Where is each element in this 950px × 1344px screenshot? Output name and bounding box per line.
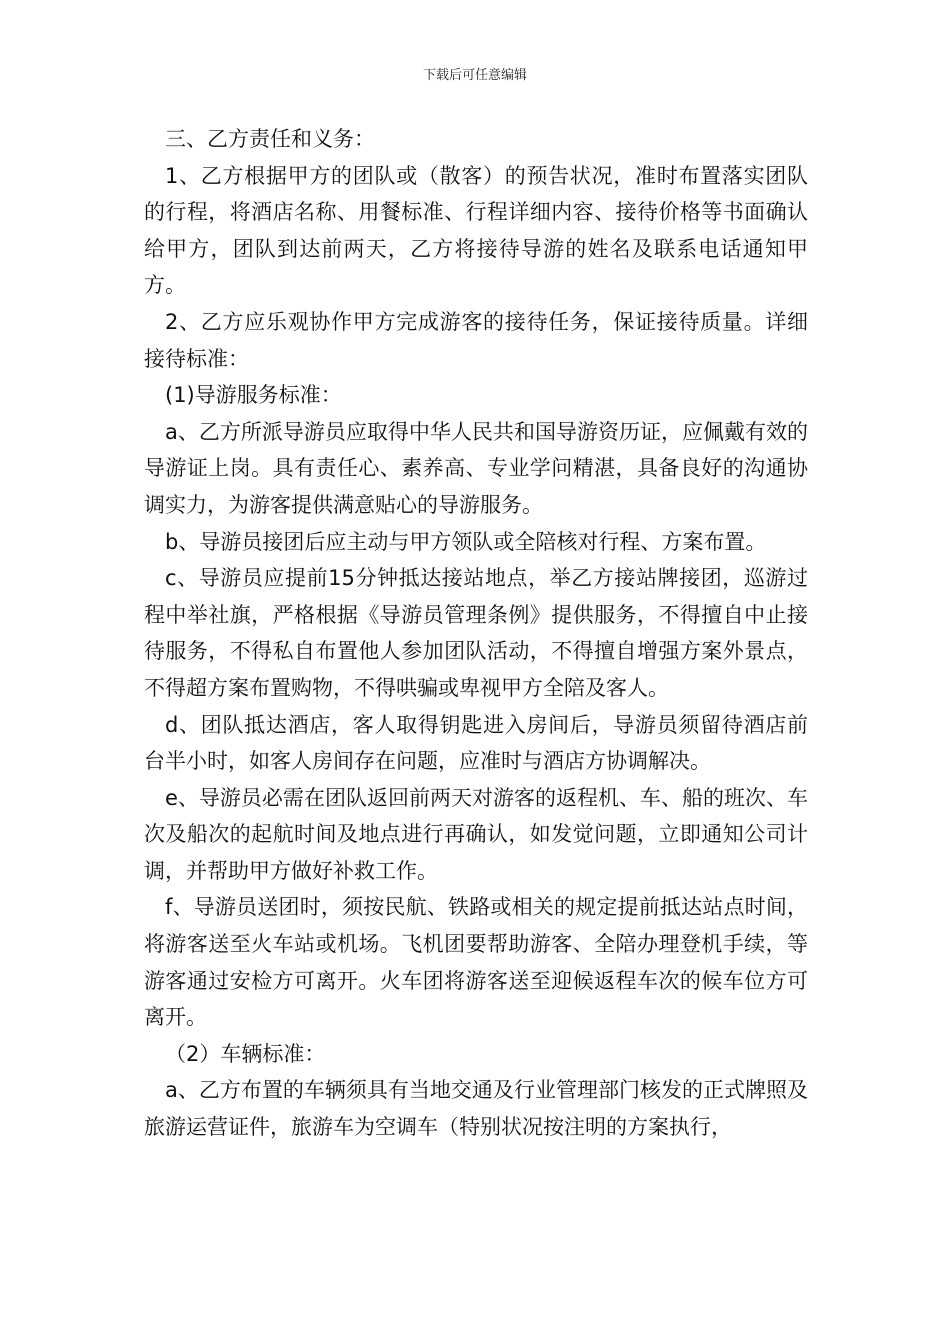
- paragraph: f、导游员送团时，须按民航、铁路或相关的规定提前抵达站点时间，将游客送至火车站或机场。飞机团要帮助游客、全陪办理登机手续，等游客通过安检方可离开。火车团将游客送至迎候返程车次的候车位方可离开。: [144, 895, 808, 1030]
- document-body: [144, 121, 808, 1146]
- paragraph: 1、乙方根据甲方的团队或（散客）的预告状况，准时布置落实团队的行程，将酒店名称、用餐标准、行程详细内容、接待价格等书面确认给甲方，团队到达前两天，乙方将接待导游的姓名及联系电话通知甲方。: [144, 163, 808, 298]
- paragraph: a、乙方所派导游员应取得中华人民共和国导游资历证，应佩戴有效的导游证上岗。具有责任心、素养高、专业学问精湛，具备良好的沟通协调实力，为游客提供满意贴心的导游服务。: [144, 419, 808, 517]
- paragraph: d、团队抵达酒店，客人取得钥匙进入房间后，导游员须留待酒店前台半小时，如客人房间存在问题，应准时与酒店方协调解决。: [144, 712, 808, 774]
- subsection-heading: （2）车辆标准：: [165, 1041, 326, 1066]
- paragraph: 2、乙方应乐观协作甲方完成游客的接待任务，保证接待质量。详细接待标准：: [144, 309, 808, 371]
- paragraph: c、导游员应提前15分钟抵达接站地点，举乙方接站牌接团，巡游过程中举社旗，严格根据《导游员管理条例》提供服务，不得擅自中止接待服务，不得私自布置他人参加团队活动，不得擅自增强方案外景点，不得超方案布置购物，不得哄骗或卑视甲方全陪及客人。: [144, 566, 808, 700]
- paragraph: e、导游员必需在团队返回前两天对游客的返程机、车、船的班次、车次及船次的起航时间及地点进行再确认，如发觉问题，立即通知公司计调，并帮助甲方做好补救工作。: [144, 785, 808, 883]
- paragraph: a、乙方布置的车辆须具有当地交通及行业管理部门核发的正式牌照及旅游运营证件，旅游车为空调车（特别状况按注明的方案执行，: [144, 1078, 808, 1140]
- page-header: 下载后可任意编辑: [422, 68, 527, 83]
- paragraph: b、导游员接团后应主动与甲方领队或全陪核对行程、方案布置。: [165, 529, 767, 554]
- section-heading: 三、乙方责任和义务：: [165, 127, 375, 151]
- subsection-heading: (1)导游服务标准：: [165, 383, 342, 408]
